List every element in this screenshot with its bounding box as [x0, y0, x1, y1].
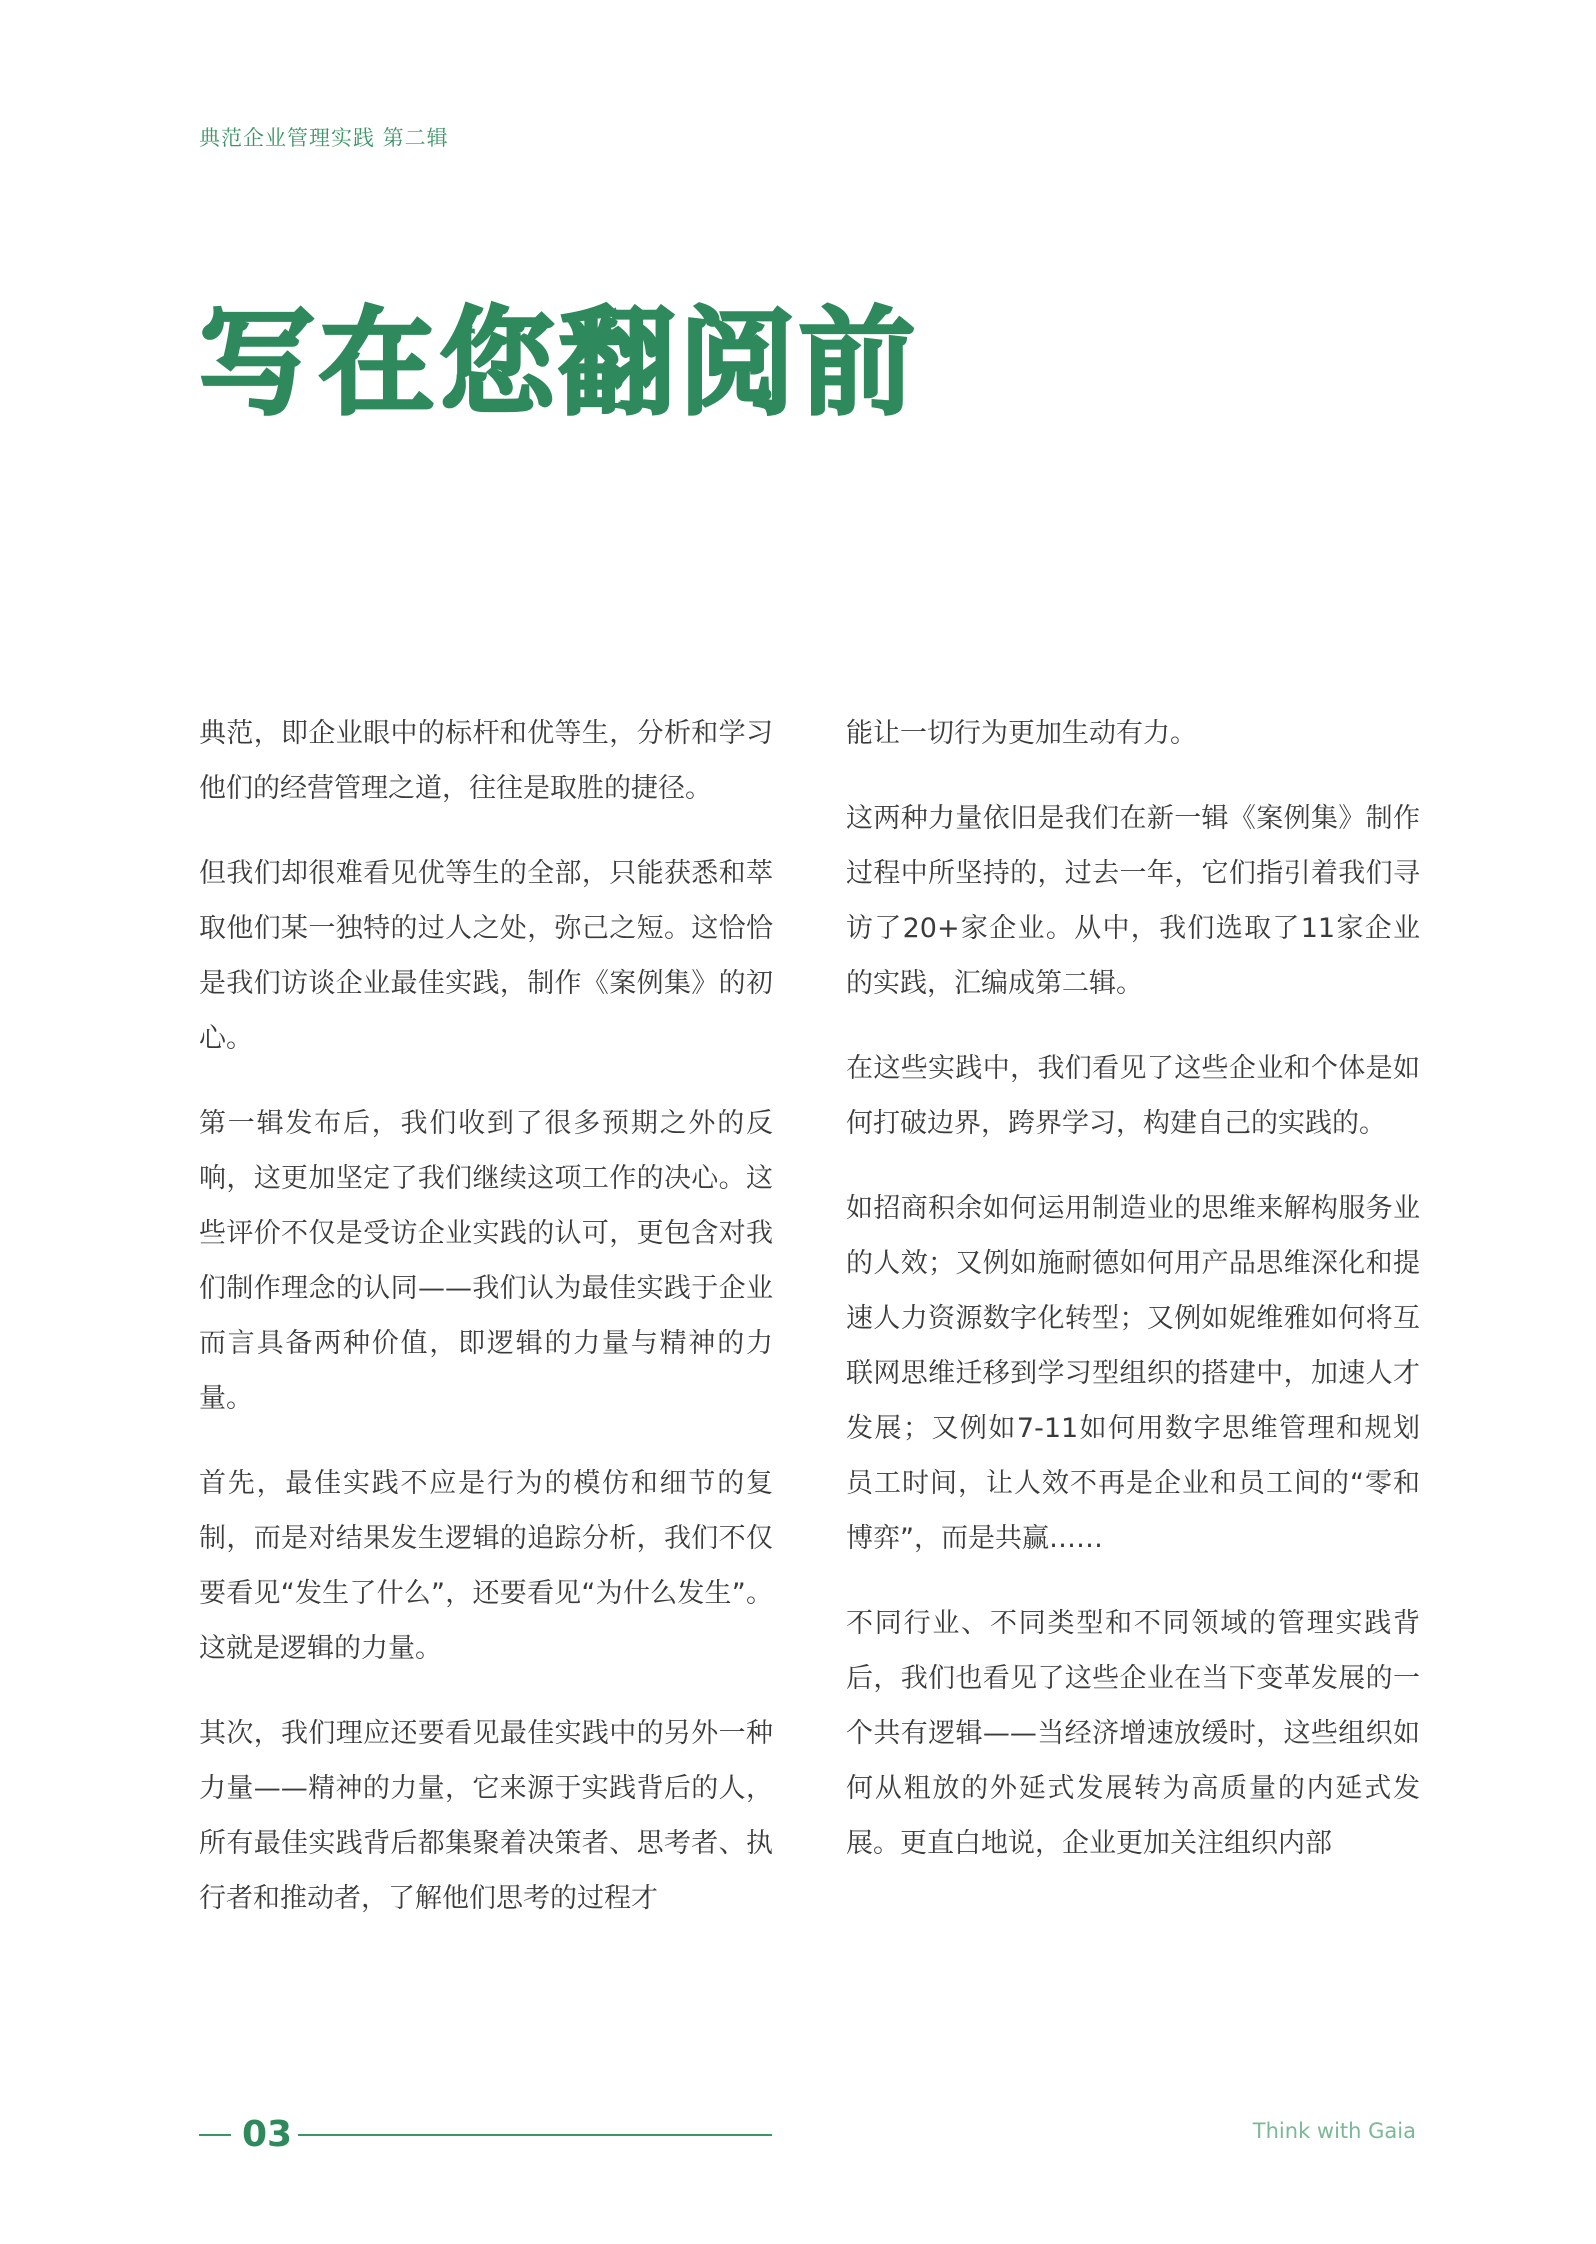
- text-column-right: [846, 706, 1420, 1901]
- footer-rule-long: [298, 2134, 772, 2136]
- footer-rule-short: [199, 2134, 231, 2136]
- paragraph: 但我们却很难看见优等生的全部，只能获悉和萃取他们某一独特的过人之处，弥己之短。这恰恰是我们访谈企业最佳实践，制作《案例集》的初心。: [199, 858, 773, 1054]
- paragraph: 在这些实践中，我们看见了这些企业和个体是如何打破边界，跨界学习，构建自己的实践的。: [846, 1053, 1420, 1139]
- running-header: 典范企业管理实践 第二辑: [199, 126, 449, 150]
- page-number: 03: [242, 2114, 293, 2155]
- paragraph: 首先，最佳实践不应是行为的模仿和细节的复制，而是对结果发生逻辑的追踪分析，我们不仅要看见“发生了什么”，还要看见“为什么发生”。这就是逻辑的力量。: [199, 1468, 773, 1664]
- paragraph: 其次，我们理应还要看见最佳实践中的另外一种力量——精神的力量，它来源于实践背后的人，所有最佳实践背后都集聚着决策者、思考者、执行者和推动者，了解他们思考的过程才: [199, 1718, 773, 1914]
- page-title: 写在您翻阅前: [199, 296, 919, 431]
- paragraph: 不同行业、不同类型和不同领域的管理实践背后，我们也看见了这些企业在当下变革发展的一个共有逻辑——当经济增速放缓时，这些组织如何从粗放的外延式发展转为高质量的内延式发展。更直白地说，企业更加关注组织内部: [846, 1608, 1420, 1859]
- paragraph: 典范，即企业眼中的标杆和优等生，分析和学习他们的经营管理之道，往往是取胜的捷径。: [199, 718, 773, 804]
- paragraph: 这两种力量依旧是我们在新一辑《案例集》制作过程中所坚持的，过去一年，它们指引着我们寻访了20+家企业。从中，我们选取了11家企业的实践，汇编成第二辑。: [846, 803, 1420, 999]
- paragraph: 能让一切行为更加生动有力。: [846, 718, 1197, 749]
- text-column-left: [199, 706, 773, 1956]
- paragraph: 第一辑发布后，我们收到了很多预期之外的反响，这更加坚定了我们继续这项工作的决心。这些评价不仅是受访企业实践的认可，更包含对我们制作理念的认同——我们认为最佳实践于企业而言具备两种价值，即逻辑的力量与精神的力量。: [199, 1108, 773, 1414]
- footer-brand: Think with Gaia: [1252, 2119, 1416, 2143]
- paragraph: 如招商积余如何运用制造业的思维来解构服务业的人效；又例如施耐德如何用产品思维深化和提速人力资源数字化转型；又例如妮维雅如何将互联网思维迁移到学习型组织的搭建中，加速人才发展；又例如7-11如何用数字思维管理和规划员工时间，让人效不再是企业和员工间的“零和博弈”，而是共赢……: [846, 1193, 1420, 1554]
